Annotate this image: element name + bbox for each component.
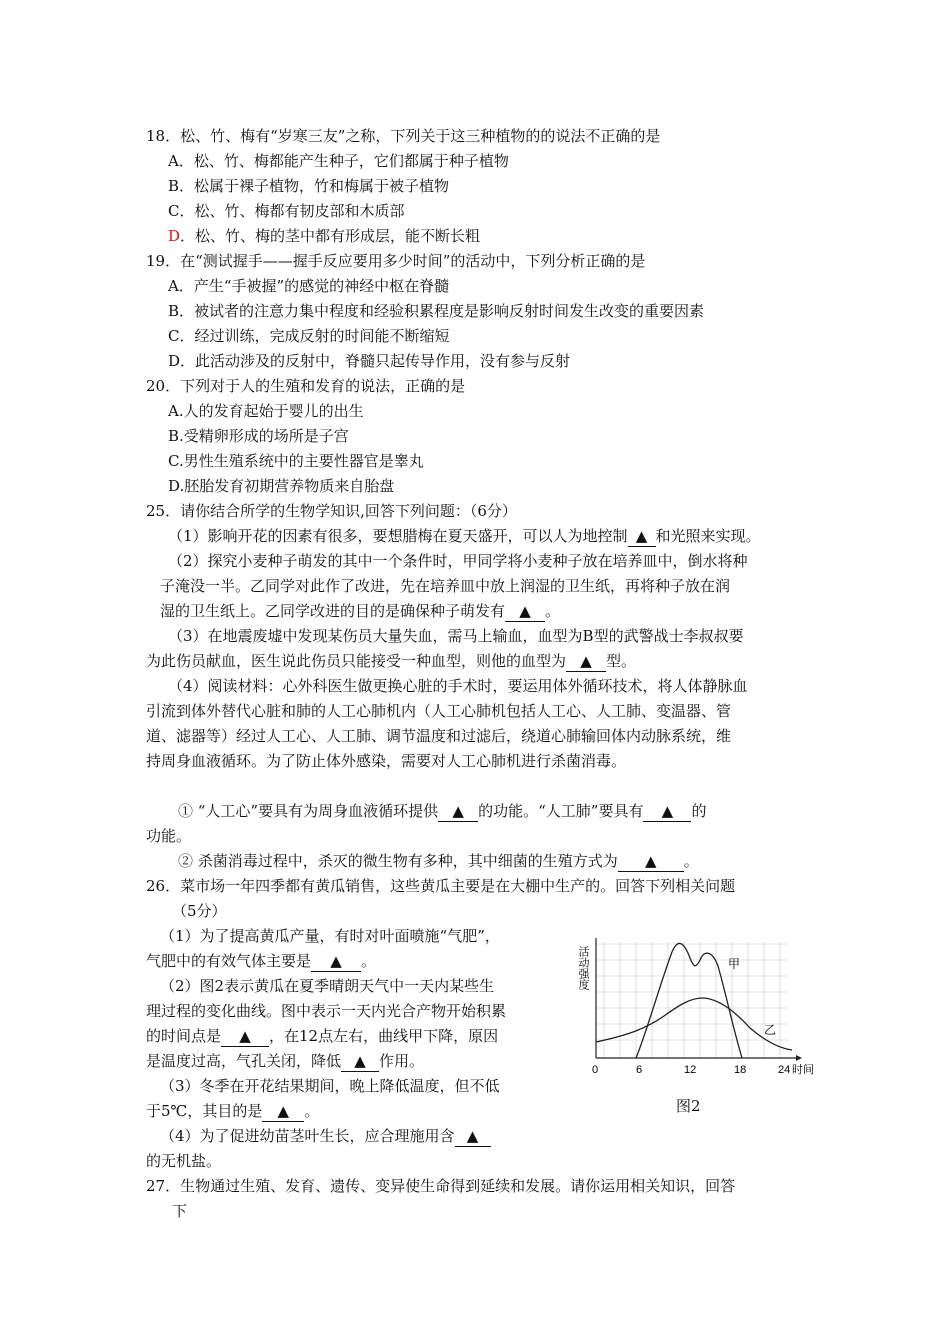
q25-part3-tail: 型。 <box>606 652 637 670</box>
q25-part4-line2: 引流到体外替代心脏和肺的人工心肺机内（人工心肺机包括人工心、人工肺、变温器、管 <box>146 702 732 720</box>
q18-option-a: A．松、竹、梅都能产生种子，它们都属于种子植物 <box>168 152 509 170</box>
curve-yi-label: 乙 <box>764 1023 777 1037</box>
q26-part2-line1: （2）图2表示黄瓜在夏季晴朗天气中一天内某些生 <box>160 977 495 995</box>
q26-part3-tail: 。 <box>304 1102 320 1120</box>
q25-part4-line3: 道、滤器等）经过人工心、人工肺、调节温度和过滤后，绕道心肺输回体内动脉系统，维 <box>146 727 732 745</box>
q26-part4-line1 <box>160 1126 491 1147</box>
answer-blank: ▲ <box>628 526 656 547</box>
q25-part2-line3 <box>160 601 560 622</box>
q20-option-d: D.胚胎发育初期营养物质来自胎盘 <box>168 477 395 495</box>
q18-option-b: B．松属于裸子植物，竹和梅属于被子植物 <box>168 177 450 195</box>
q26-part1-line1: （1）为了提高黄瓜产量，有时对叶面喷施“气肥”， <box>160 927 500 945</box>
q25-part3-line2 <box>146 651 636 672</box>
q25-sub2-text: ② 杀菌消毒过程中，杀灭的微生物有多种，其中细菌的生殖方式为 <box>178 852 618 870</box>
q26-part3-line2 <box>146 1101 319 1122</box>
answer-blank: ▲ <box>341 1051 379 1072</box>
q26-part2-text2: 是温度过高，气孔关闭，降低 <box>146 1052 342 1070</box>
q26-part3-text: 于5℃，其目的是 <box>146 1102 263 1120</box>
q26-part1-tail: 。 <box>361 952 377 970</box>
q19-option-b: B．被试者的注意力集中程度和经验积累程度是影响反射时间发生改变的重要因素 <box>168 302 705 320</box>
q26-part2-tail: ，在12点左右，曲线甲下降，原因 <box>269 1027 499 1045</box>
q20-option-a: A.人的发育起始于婴儿的出生 <box>168 402 364 420</box>
q20-option-c: C.男性生殖系统中的主要性器官是睾丸 <box>168 452 424 470</box>
answer-blank: ▲ <box>438 801 478 822</box>
figure-caption: 图2 <box>676 1097 701 1115</box>
q26-part2-line4 <box>146 1051 424 1072</box>
x-tick-18: 18 <box>734 1064 747 1076</box>
q18-option-d-letter: D <box>168 227 181 245</box>
q25-sub1-text: ① “人工心”要具有为周身血液循环提供 <box>178 802 439 820</box>
q26-part4-text: （4）为了促进幼苗茎叶生长，应合理施用含 <box>160 1127 455 1145</box>
q25-part3-line1: （3）在地震废墟中发现某伤员大量失血，需马上输血，血型为B型的武警战士李叔叔要 <box>168 627 744 645</box>
x-axis-arrow <box>796 1055 802 1061</box>
q25-part4-line4: 持周身血液循环。为了防止体外感染，需要对人工心肺机进行杀菌消毒。 <box>146 752 627 770</box>
q25-part2-line1: （2）探究小麦种子萌发的其中一个条件时，甲同学将小麦种子放在培养皿中，倒水将种 <box>168 552 748 570</box>
q25-part2-line2: 子淹没一半。乙同学对此作了改进，先在培养皿中放上润湿的卫生纸，再将种子放在润 <box>160 577 731 595</box>
y-axis-label: 活动强度 <box>577 946 589 990</box>
q25-sub1-tail: 的 <box>691 802 707 820</box>
q25-part3-text: 为此伤员献血，医生说此伤员只能接受一种血型，则他的血型为 <box>146 652 567 670</box>
q20-stem: 20．下列对于人的生殖和发育的说法，正确的是 <box>146 377 466 395</box>
q26-part2-tail2: 作用。 <box>379 1052 425 1070</box>
q19-option-c: C．经过训练，完成反射的时间能不断缩短 <box>168 327 450 345</box>
q25-sub2-tail: 。 <box>683 852 699 870</box>
q18-option-d-text: ．松、竹、梅的茎中都有形成层，能不断长粗 <box>180 227 481 245</box>
q25-part1 <box>168 526 761 547</box>
q19-stem: 19．在“测试握手——握手反应要用多少时间”的活动中，下列分析正确的是 <box>146 252 646 270</box>
answer-blank: ▲ <box>455 1126 491 1147</box>
q25-sub1-mid: 的功能。“人工肺”要具有 <box>478 802 644 820</box>
q20-option-b: B.受精卵形成的场所是子宫 <box>168 427 349 445</box>
q26-part1-text: 气肥中的有效气体主要是 <box>146 952 312 970</box>
q26-score: （5分） <box>172 902 227 920</box>
q25-part2-tail: 。 <box>545 602 561 620</box>
q26-part2-line2: 理过程的变化曲线。图中表示一天内光合产物开始积累 <box>146 1002 507 1020</box>
q25-sub1-line2: 功能。 <box>146 827 192 845</box>
q26-part2-text: 的时间点是 <box>146 1027 222 1045</box>
q25-stem: 25．请你结合所学的生物学知识,回答下列问题：（6分） <box>146 502 517 520</box>
answer-blank: ▲ <box>643 801 691 822</box>
answer-blank: ▲ <box>221 1026 269 1047</box>
q26-part3-line1: （3）冬季在开花结果期间，晚上降低温度，但不低 <box>160 1077 500 1095</box>
q26-part1-line2 <box>146 951 376 972</box>
q26-part2-line3 <box>146 1026 498 1047</box>
x-tick-24: 24 <box>778 1064 791 1076</box>
q27-stem: 27．生物通过生殖、发育、遗传、变异使生命得到延续和发展。请你运用相关知识，回答 <box>146 1177 736 1195</box>
q19-option-d: D．此活动涉及的反射中，脊髓只起传导作用，没有参与反射 <box>168 352 571 370</box>
x-axis-label: 时间 <box>792 1064 814 1076</box>
q25-sub1 <box>178 801 706 822</box>
q25-part4-line1: （4）阅读材料：心外科医生做更换心脏的手术时，要运用体外循环技术，将人体静脉血 <box>168 677 748 695</box>
q26-stem: 26．菜市场一年四季都有黄瓜销售，这些黄瓜主要是在大棚中生产的。回答下列相关问题 <box>146 877 736 895</box>
q18-option-d <box>168 226 480 246</box>
q26-part4-line2: 的无机盐。 <box>146 1152 222 1170</box>
q18-option-c: C．松、竹、梅都有韧皮部和木质部 <box>168 202 405 220</box>
x-tick-0: 0 <box>592 1064 599 1076</box>
q25-part1-tail: 和光照来实现。 <box>655 527 761 545</box>
x-tick-6: 6 <box>636 1064 643 1076</box>
q25-sub2 <box>178 851 699 872</box>
q25-part1-text: （1）影响开花的因素有很多，要想腊梅在夏天盛开，可以人为地控制 <box>168 527 628 545</box>
answer-blank: ▲ <box>311 951 361 972</box>
curve-jia-label: 甲 <box>728 957 741 971</box>
x-tick-12: 12 <box>684 1064 697 1076</box>
q18-stem: 18．松、竹、梅有“岁寒三友”之称，下列关于这三种植物的的说法不正确的是 <box>146 127 661 145</box>
answer-blank: ▲ <box>618 851 684 872</box>
activity-intensity-figure <box>574 924 824 1084</box>
answer-blank: ▲ <box>262 1101 304 1122</box>
answer-blank: ▲ <box>505 601 545 622</box>
answer-blank: ▲ <box>566 651 606 672</box>
q19-option-a: A．产生“手被握”的感觉的神经中枢在脊髓 <box>168 277 450 295</box>
q25-part2-text: 湿的卫生纸上。乙同学改进的目的是确保种子萌发有 <box>160 602 506 620</box>
q27-continuation: 下 <box>172 1202 188 1220</box>
